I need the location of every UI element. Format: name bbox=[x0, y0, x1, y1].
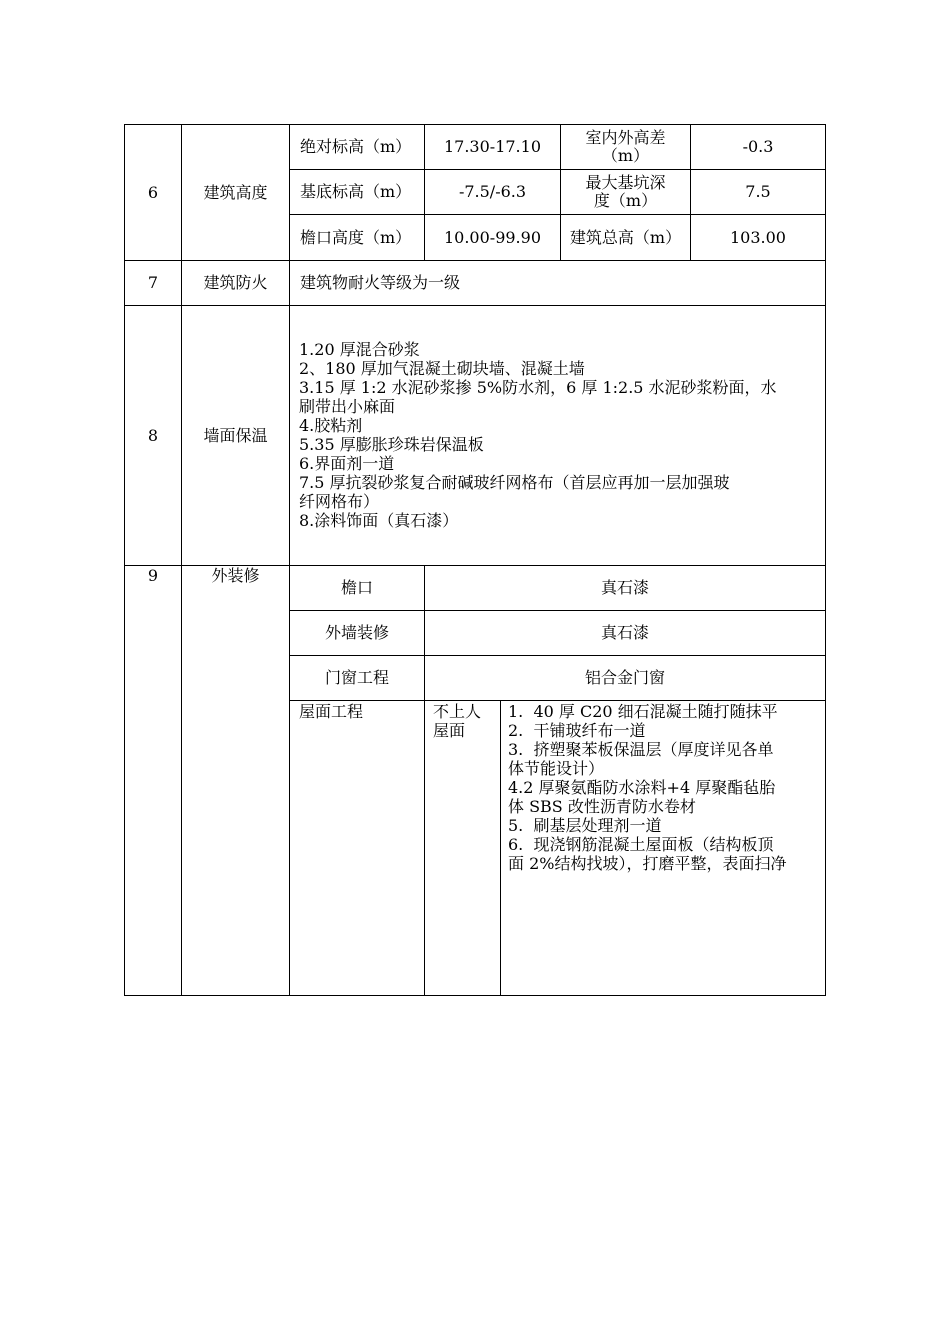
wall-insulation-line: 刷带出小麻面 bbox=[299, 397, 396, 416]
roof-layer-line: 1. 40 厚 C20 细石混凝土随打随抹平 bbox=[508, 702, 778, 721]
wall-insulation-line: 4.胶粘剂 bbox=[299, 416, 363, 435]
roof-type-line1: 不上人 bbox=[433, 702, 482, 721]
roof-layer-line: 2. 干铺玻纤布一道 bbox=[508, 721, 646, 740]
wall-insulation-line: 1.20 厚混合砂浆 bbox=[299, 340, 420, 359]
roof-type bbox=[433, 702, 481, 740]
roof-type-line2: 屋面 bbox=[433, 721, 466, 740]
row-8-category: 墙面保温 bbox=[203, 425, 268, 445]
base-elevation-label: 基底标高（m） bbox=[300, 182, 412, 201]
base-elevation-value: -7.5/-6.3 bbox=[458, 182, 527, 201]
indoor-outdoor-diff-value: -0.3 bbox=[742, 137, 774, 156]
door-window-value: 铝合金门窗 bbox=[584, 668, 665, 687]
wall-insulation-line: 2、180 厚加气混凝土砌块墙、混凝土墙 bbox=[299, 359, 585, 378]
indoor-outdoor-diff-label-line2: （m） bbox=[601, 146, 650, 165]
row-7-category: 建筑防火 bbox=[203, 273, 268, 292]
roof-layer-line: 3. 挤塑聚苯板保温层（厚度详见各单 bbox=[508, 740, 774, 759]
roof-works-label: 屋面工程 bbox=[299, 702, 364, 721]
wall-insulation-line: 6.界面剂一道 bbox=[299, 454, 395, 473]
max-pit-depth-label-line1: 最大基坑深 bbox=[585, 173, 666, 192]
absolute-elevation-value: 17.30-17.10 bbox=[443, 137, 541, 156]
roof-layer-line: 6. 现浇钢筋混凝土屋面板（结构板顶 bbox=[508, 835, 774, 854]
roof-layers-list bbox=[508, 702, 823, 873]
roof-layer-line: 4.2 厚聚氨酯防水涂料+4 厚聚酯毡胎 bbox=[508, 778, 776, 797]
indoor-outdoor-diff-label bbox=[561, 125, 690, 169]
total-height-label: 建筑总高（m） bbox=[569, 227, 682, 247]
wall-insulation-list bbox=[299, 340, 821, 530]
wall-insulation-line: 8.涂料饰面（真石漆） bbox=[299, 511, 459, 530]
eave-finish-label: 檐口 bbox=[340, 578, 373, 597]
row-6-category: 建筑高度 bbox=[203, 182, 268, 202]
row-9-category: 外装修 bbox=[211, 566, 260, 585]
roof-layer-line: 体 SBS 改性沥青防水卷材 bbox=[508, 797, 696, 816]
exterior-wall-value: 真石漆 bbox=[600, 623, 649, 642]
roof-layer-line: 体节能设计） bbox=[508, 759, 605, 778]
absolute-elevation-label: 绝对标高（m） bbox=[300, 137, 412, 156]
row-7-number: 7 bbox=[147, 273, 159, 292]
row-9-number: 9 bbox=[147, 566, 159, 585]
max-pit-depth-value: 7.5 bbox=[745, 182, 771, 201]
exterior-wall-label: 外墙装修 bbox=[324, 623, 389, 642]
wall-insulation-line: 纤网格布） bbox=[299, 492, 380, 511]
row-6-number: 6 bbox=[147, 182, 159, 202]
roof-layer-line: 5. 刷基层处理剂一道 bbox=[508, 816, 662, 835]
roof-layer-line: 面 2%结构找坡），打磨平整，表面扫净 bbox=[508, 854, 787, 873]
fire-rating-content: 建筑物耐火等级为一级 bbox=[300, 273, 461, 292]
total-height-value: 103.00 bbox=[730, 227, 786, 247]
max-pit-depth-label-line2: 度（m） bbox=[593, 191, 658, 210]
wall-insulation-line: 5.35 厚膨胀珍珠岩保温板 bbox=[299, 435, 484, 454]
wall-insulation-line: 7.5 厚抗裂砂浆复合耐碱玻纤网格布（首层应再加一层加强玻 bbox=[299, 473, 730, 492]
indoor-outdoor-diff-label-line1: 室内外高差 bbox=[585, 128, 666, 147]
eave-height-label: 檐口高度（m） bbox=[300, 227, 412, 247]
row-8-number: 8 bbox=[147, 425, 159, 445]
door-window-label: 门窗工程 bbox=[324, 668, 389, 687]
wall-insulation-line: 3.15 厚 1:2 水泥砂浆掺 5%防水剂，6 厚 1:2.5 水泥砂浆粉面，水 bbox=[299, 378, 777, 397]
eave-finish-value: 真石漆 bbox=[600, 578, 649, 597]
max-pit-depth-label bbox=[561, 170, 690, 214]
eave-height-value: 10.00-99.90 bbox=[443, 227, 541, 247]
